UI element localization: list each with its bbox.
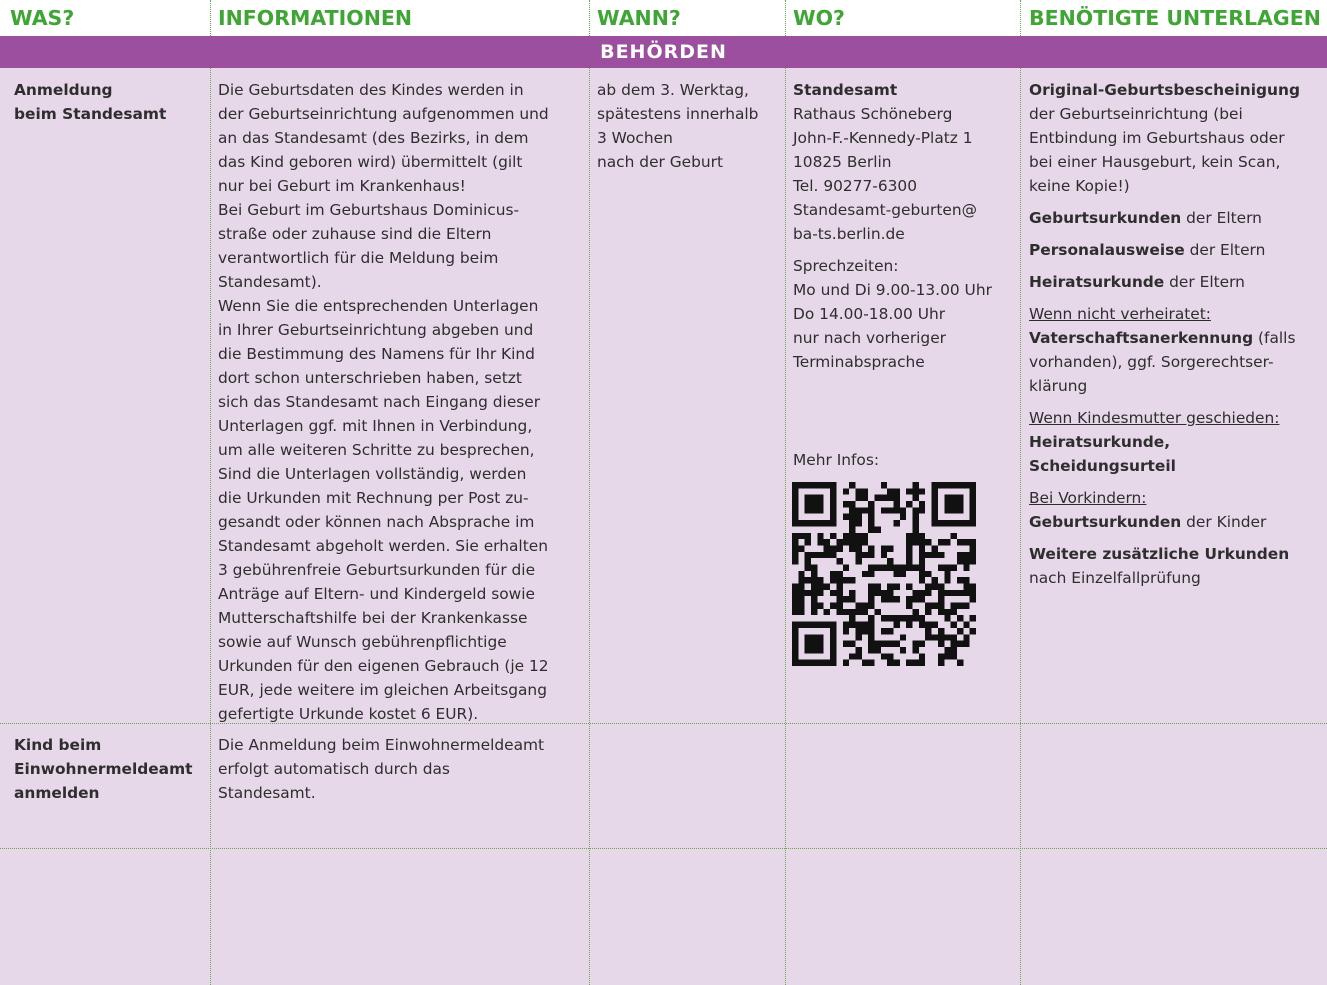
info-line: Anträge auf Eltern- und Kindergeld sowie xyxy=(218,585,535,603)
qr-code-icon[interactable] xyxy=(792,482,976,666)
wann-line: nach der Geburt xyxy=(597,153,724,171)
info-line: an das Standesamt (des Bezirks, in dem xyxy=(218,129,529,147)
info-line: der Geburtseinrichtung aufgenommen und xyxy=(218,105,549,123)
more-info-label: Mehr Infos: xyxy=(793,451,880,469)
doc-item xyxy=(1029,206,1321,230)
info-line: sich das Standesamt nach Eingang dieser xyxy=(218,393,541,411)
info-line: 3 gebührenfreie Geburtsurkunden für die xyxy=(218,561,536,579)
info-line: Die Anmeldung beim Einwohnermeldeamt xyxy=(218,736,545,754)
row1-info xyxy=(218,78,586,726)
doc-item xyxy=(1029,238,1321,262)
info-line: die Bestimmung des Namens für Ihr Kind xyxy=(218,345,535,363)
email-line: ba-ts.berlin.de xyxy=(793,225,905,243)
row2-was-line: Kind beim xyxy=(14,736,102,754)
info-line: straße oder zuhause sind die Eltern xyxy=(218,225,492,243)
hours-line: Sprechzeiten: xyxy=(793,257,899,275)
doc-title: Personalausweise xyxy=(1029,241,1185,259)
hours-line: nur nach vorheriger xyxy=(793,329,946,347)
col-header-unterlagen: BENÖTIGTE UNTERLAGEN xyxy=(1029,6,1321,30)
row1-wann xyxy=(597,78,783,174)
col-header-wo: WO? xyxy=(793,6,845,30)
doc-text: klärung xyxy=(1029,377,1088,395)
row1-was-line: Anmeldung xyxy=(14,81,113,99)
doc-title: Weitere zusätzliche Urkunden xyxy=(1029,545,1290,563)
doc-title: Geburtsurkunden xyxy=(1029,209,1182,227)
divider xyxy=(589,0,590,36)
col-header-informationen: INFORMATIONEN xyxy=(218,6,413,30)
info-line: Sind die Unterlagen vollständig, werden xyxy=(218,465,527,483)
divider xyxy=(1020,0,1021,36)
condition-label: Bei Vorkindern: xyxy=(1029,489,1147,507)
info-line: um alle weiteren Schritte zu besprechen, xyxy=(218,441,535,459)
hours-line: Do 14.00-18.00 Uhr xyxy=(793,305,946,323)
doc-item xyxy=(1029,326,1321,350)
info-line: Wenn Sie die entsprechenden Unterlagen xyxy=(218,297,539,315)
doc-text: der Eltern xyxy=(1164,273,1245,291)
doc-text: der Geburtseinrichtung (bei xyxy=(1029,105,1243,123)
wann-line: ab dem 3. Werktag, xyxy=(597,81,749,99)
hours-line: Mo und Di 9.00-13.00 Uhr xyxy=(793,281,992,299)
doc-title: Original-Geburtsbescheinigung xyxy=(1029,81,1300,99)
info-line: dort schon unterschrieben haben, setzt xyxy=(218,369,522,387)
address-line: 10825 Berlin xyxy=(793,153,892,171)
condition-label: Wenn Kindesmutter geschieden: xyxy=(1029,409,1280,427)
info-line: sowie auf Wunsch gebührenpflichtige xyxy=(218,633,507,651)
info-line: in Ihrer Geburtseinrichtung abgeben und xyxy=(218,321,534,339)
info-line: die Urkunden mit Rechnung per Post zu- xyxy=(218,489,529,507)
address-line: Rathaus Schöneberg xyxy=(793,105,953,123)
doc-text: keine Kopie!) xyxy=(1029,177,1130,195)
info-line: Standesamt. xyxy=(218,784,316,802)
doc-text: bei einer Hausgeburt, kein Scan, xyxy=(1029,153,1281,171)
doc-text: der Eltern xyxy=(1181,209,1262,227)
col-header-wann: WANN? xyxy=(597,6,681,30)
info-line: Standesamt abgeholt werden. Sie erhalten xyxy=(218,537,548,555)
row2-was-line: Einwohnermeldeamt xyxy=(14,760,193,778)
info-line: gesandt oder können nach Absprache im xyxy=(218,513,535,531)
doc-text: (falls xyxy=(1253,329,1296,347)
table-header xyxy=(0,0,1327,36)
doc-text: der Kinder xyxy=(1181,513,1267,531)
divider xyxy=(785,0,786,36)
doc-title: Vaterschaftsanerkennung xyxy=(1029,329,1254,347)
doc-text: nach Einzelfallprüfung xyxy=(1029,569,1201,587)
row2-was-line: anmelden xyxy=(14,784,100,802)
row-divider xyxy=(0,723,1327,724)
info-line: erfolgt automatisch durch das xyxy=(218,760,450,778)
wann-line: 3 Wochen xyxy=(597,129,673,147)
row1-was xyxy=(14,78,204,126)
divider xyxy=(210,0,211,36)
info-line: verantwortlich für die Meldung beim xyxy=(218,249,499,267)
doc-text: vorhanden), ggf. Sorgerechtser- xyxy=(1029,353,1274,371)
doc-title: Heiratsurkunde xyxy=(1029,273,1165,291)
row1-wo xyxy=(793,78,1017,374)
info-line: Standesamt). xyxy=(218,273,322,291)
address-line: John-F.-Kennedy-Platz 1 xyxy=(793,129,973,147)
hours-line: Terminabsprache xyxy=(793,353,925,371)
doc-text: der Eltern xyxy=(1184,241,1266,259)
info-line: EUR, jede weitere im gleichen Arbeitsgang xyxy=(218,681,547,699)
doc-title: Geburtsurkunden xyxy=(1029,513,1182,531)
doc-item xyxy=(1029,270,1321,294)
section-title: BEHÖRDEN xyxy=(0,36,1327,68)
row-divider xyxy=(0,848,1327,849)
phone: Tel. 90277-6300 xyxy=(793,177,917,195)
condition-label: Wenn nicht verheiratet: xyxy=(1029,305,1211,323)
info-line: Mutterschaftshilfe bei der Krankenkasse xyxy=(218,609,528,627)
doc-title: Heiratsurkunde, Scheidungsurteil xyxy=(1029,433,1176,475)
info-line: das Kind geboren wird) übermittelt (gilt xyxy=(218,153,523,171)
info-line: Unterlagen ggf. mit Ihnen in Verbindung, xyxy=(218,417,533,435)
row1-was-line: beim Standesamt xyxy=(14,105,167,123)
info-line: Bei Geburt im Geburtshaus Dominicus- xyxy=(218,201,520,219)
doc-text: Entbindung im Geburtshaus oder xyxy=(1029,129,1285,147)
row1-unterlagen xyxy=(1029,78,1321,590)
info-line: Urkunden für den eigenen Gebrauch (je 12 xyxy=(218,657,549,675)
email-line: Standesamt-geburten@ xyxy=(793,201,977,219)
office-name: Standesamt xyxy=(793,81,898,99)
info-line: Die Geburtsdaten des Kindes werden in xyxy=(218,81,524,99)
doc-item xyxy=(1029,510,1321,534)
row2-info xyxy=(218,733,586,805)
info-line: nur bei Geburt im Krankenhaus! xyxy=(218,177,466,195)
row2-was xyxy=(14,733,204,805)
info-line: gefertigte Urkunde kostet 6 EUR). xyxy=(218,705,479,723)
wann-line: spätestens innerhalb xyxy=(597,105,759,123)
col-header-was: WAS? xyxy=(10,6,75,30)
